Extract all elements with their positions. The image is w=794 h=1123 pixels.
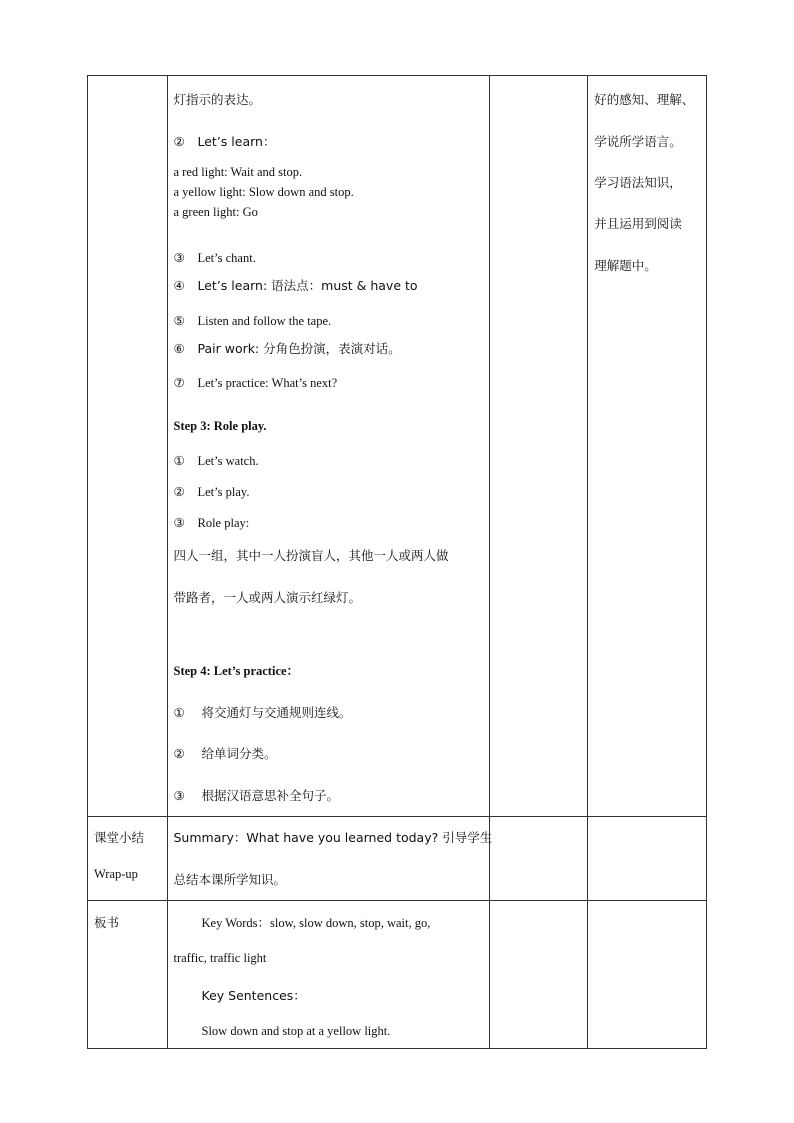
key-sentence: Slow down and stop at a yellow light. [201,1024,391,1038]
intent-line-4: 并且运用到阅读 [594,216,682,231]
cell-design-intent [588,76,707,817]
list-item: ③ Let’s chant. [173,250,256,265]
list-item: ⑤ Listen and follow the tape. [173,313,332,328]
list-item: ① 将交通灯与交通规则连线。 [173,705,352,720]
roleplay-description-1: 四人一组，其中一人扮演盲人，其他一人或两人做 [173,548,449,563]
cell-empty [489,817,588,901]
list-item: ⑦ Let’s practice: What’s next? [173,375,338,390]
roleplay-description-2: 带路者，一人或两人演示红绿灯。 [173,590,362,605]
list-item: ② 给单词分类。 [173,746,277,761]
list-item: ① Let’s watch. [173,453,259,468]
key-words-line-2: traffic, traffic light [173,951,267,965]
green-light-line: a green light: Go [173,205,258,219]
cell-stage-empty [88,76,168,817]
list-item: ④ Let’s learn: 语法点：must & have to [173,278,418,293]
summary-label-cn: 课堂小结 [94,830,145,845]
cell-board-content [167,901,489,1049]
intent-line-2: 学说所学语言。 [594,134,682,149]
table-row-board [88,901,707,1049]
step4-heading: Step 4: Let’s practice： [173,664,300,678]
summary-text-2: 总结本课所学知识。 [173,872,287,887]
list-item: ② Let’s play. [173,484,250,499]
cell-teaching-process [167,76,489,817]
intent-line-5: 理解题中。 [594,258,657,273]
intent-line-1: 好的感知、理解、 [594,92,695,107]
yellow-light-line: a yellow light: Slow down and stop. [173,185,354,199]
list-item: ③ Role play: [173,515,250,530]
cell-empty [588,901,707,1049]
table-row-summary [88,817,707,901]
summary-text-1: Summary：What have you learned today? 引导学生 [173,830,493,845]
table-row-procedure [88,76,707,817]
cell-student-activity-empty [489,76,588,817]
cell-summary-content [167,817,493,901]
summary-label-en: Wrap-up [94,867,138,881]
lesson-plan-table [87,75,707,1049]
cell-empty [588,817,707,901]
key-sentences-label: Key Sentences： [201,988,306,1003]
cell-board-label [88,901,168,1049]
list-item: ⑥ Pair work: 分角色扮演，表演对话。 [173,341,401,356]
intro-line: 灯指示的表达。 [173,92,262,107]
red-light-line: a red light: Wait and stop. [173,165,303,179]
key-words-line-1: Key Words：slow, slow down, stop, wait, go, [201,916,431,930]
cell-empty [489,901,588,1049]
step3-heading: Step 3: Role play. [173,419,267,433]
list-item: ② Let’s learn： [173,134,276,149]
board-label: 板书 [94,915,120,930]
list-item: ③ 根据汉语意思补全句子。 [173,788,340,803]
cell-summary-label [88,817,168,901]
intent-line-3: 学习语法知识， [594,175,682,190]
